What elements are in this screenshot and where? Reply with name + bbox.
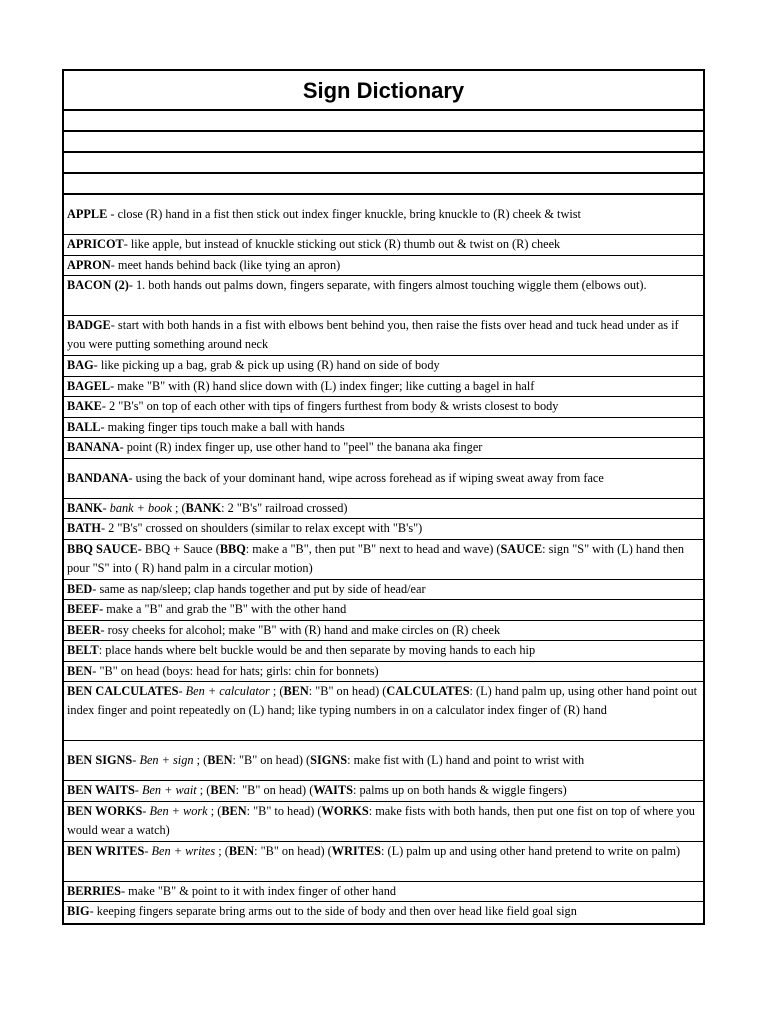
page-title: Sign Dictionary — [64, 71, 703, 111]
entry-row: BADGE- start with both hands in a fist with elbows bent behind you, then raise the fists over head and tuck head under as if you were putting something around neck — [64, 316, 703, 356]
entry-term: BEER — [67, 622, 101, 637]
entry-definition: using the back of your dominant hand, wipe across forehead as if wiping sweat away from face — [135, 470, 604, 485]
entry-row: BALL- making finger tips touch make a ball with hands — [64, 418, 703, 439]
entry-term: BELT — [67, 643, 99, 657]
entry-definition: make "B" with (R) hand slice down with (L) index finger; like cutting a bagel in half — [117, 378, 535, 393]
entry-definition: keeping fingers separate bring arms out to the side of body and then over head like field goal sign — [96, 904, 577, 918]
entry-term: BACON (2) — [67, 278, 129, 292]
entry-row: BEN- "B" on head (boys: head for hats; girls: chin for bonnets) — [64, 662, 703, 683]
entry-row: APRICOT- like apple, but instead of knuckle sticking out stick (R) thumb out & twist on (R) cheek — [64, 235, 703, 256]
entry-row: BANK- bank + book ; (BANK: 2 "B's" railroad crossed) — [64, 499, 703, 520]
entry-term: BANK — [67, 500, 103, 515]
sign-dictionary-table — [62, 69, 705, 925]
blank-row — [64, 174, 703, 195]
entry-term: APRON — [67, 257, 111, 272]
entry-definition: rosy cheeks for alcohol; make "B" with (R) hand and make circles on (R) cheek — [107, 622, 501, 637]
entry-definition: start with both hands in a fist with elbows bent behind you, then raise the fists over head and tuck head under as if you were putting something around neck — [67, 318, 679, 351]
entry-row: BELT: place hands where belt buckle would be and then separate by moving hands to each hip — [64, 641, 703, 662]
entry-row: BEN WORKS- Ben + work ; (BEN: "B" to head) (WORKS: make fists with both hands, then put one fist on top of where you would wear a watch) — [64, 802, 703, 842]
entry-term: APRICOT — [67, 237, 124, 251]
entry-term: BATH — [67, 521, 101, 535]
entry-term: BIG — [67, 904, 90, 918]
entry-row: BBQ SAUCE- BBQ + Sauce (BBQ: make a "B", then put "B" next to head and wave) (SAUCE: sign "S" with (L) hand then pour "S" into ( R) hand palm in a circular motion) — [64, 540, 703, 580]
entry-row: BAGEL- make "B" with (R) hand slice down with (L) index finger; like cutting a bagel in half — [64, 377, 703, 398]
entry-row: BEN WAITS- Ben + wait ; (BEN: "B" on head) (WAITS: palms up on both hands & wiggle fingers) — [64, 781, 703, 802]
entry-row: BERRIES- make "B" & point to it with index finger of other hand — [64, 882, 703, 903]
entry-row: BATH- 2 "B's" crossed on shoulders (similar to relax except with "B's") — [64, 519, 703, 540]
entry-definition: like picking up a bag, grab & pick up using (R) hand on side of body — [100, 358, 440, 372]
entry-row: BEN WRITES- Ben + writes ; (BEN: "B" on head) (WRITES: (L) palm up and using other hand pretend to write on palm) — [64, 842, 703, 882]
blank-row — [64, 132, 703, 153]
entry-definition: same as nap/sleep; clap hands together and put by side of head/ear — [99, 581, 426, 596]
entry-term: BANDANA — [67, 470, 129, 485]
entry-definition: meet hands behind back (like tying an apron) — [117, 257, 341, 272]
entry-row: APRON- meet hands behind back (like tying an apron) — [64, 256, 703, 277]
entry-term: BEN WRITES — [67, 843, 145, 858]
entry-definition: make a "B" and grab the "B" with the other hand — [106, 602, 347, 616]
entry-definition: point (R) index finger up, use other hand to "peel" the banana aka finger — [126, 440, 483, 454]
entry-row: BEER- rosy cheeks for alcohol; make "B" with (R) hand and make circles on (R) cheek — [64, 621, 703, 642]
entry-term: BANANA — [67, 440, 120, 454]
entry-term: BALL — [67, 419, 101, 434]
entry-row: BIG- keeping fingers separate bring arms out to the side of body and then over head like field goal sign — [67, 904, 577, 918]
entry-row: BAG- like picking up a bag, grab & pick up using (R) hand on side of body — [64, 356, 703, 377]
entry-definition: making finger tips touch make a ball with hands — [107, 419, 345, 434]
entry-row: BEN CALCULATES- Ben + calculator ; (BEN: "B" on head) (CALCULATES: (L) hand palm up, using other hand point out index finger and point repeatedly on (L) hand; like typing numbers in on a calculator index finger of (R) hand — [64, 682, 703, 741]
entry-definition: place hands where belt buckle would be and then separate by moving hands to each hip — [105, 643, 536, 657]
entry-term: BEN WAITS — [67, 783, 135, 797]
entry-term: BERRIES — [67, 883, 121, 898]
entry-term: BAGEL — [67, 378, 111, 393]
entry-term: APPLE — [67, 207, 108, 221]
entry-term: BBQ SAUCE- — [67, 541, 142, 556]
entry-term: BEN SIGNS — [67, 753, 133, 767]
entry-row: BED- same as nap/sleep; clap hands together and put by side of head/ear — [64, 580, 703, 601]
entry-row: BACON (2)- 1. both hands out palms down, fingers separate, with fingers almost touching wiggle them (elbows out). — [64, 276, 703, 316]
entry-term: BAG — [67, 358, 94, 372]
entry-term: BEEF- — [67, 602, 104, 616]
entry-term: BEN CALCULATES — [67, 684, 179, 698]
entry-definition: make "B" & point to it with index finger of other hand — [128, 883, 397, 898]
entry-term: BADGE — [67, 318, 111, 332]
entry-row: BEN SIGNS- Ben + sign ; (BEN: "B" on head) (SIGNS: make fist with (L) hand and point to wrist with — [64, 741, 703, 781]
entry-definition: like apple, but instead of knuckle sticking out stick (R) thumb out & twist on (R) cheek — [130, 237, 561, 251]
entry-term: BAKE — [67, 399, 102, 413]
blank-row — [64, 153, 703, 174]
entry-row — [64, 600, 703, 621]
entry-definition: 2 "B's" on top of each other with tips of fingers furthest from body & wrists closest to body — [109, 399, 559, 413]
entry-term: BEN WORKS — [67, 803, 143, 818]
entry-definition: close (R) hand in a fist then stick out index finger knuckle, bring knuckle to (R) cheek & twist — [117, 207, 581, 221]
blank-row — [64, 111, 703, 132]
entry-term: BEN — [67, 663, 93, 678]
entry-row: BAKE- 2 "B's" on top of each other with tips of fingers furthest from body & wrists closest to body — [64, 397, 703, 418]
entry-row: BANANA- point (R) index finger up, use other hand to "peel" the banana aka finger — [64, 438, 703, 459]
entry-row: BANDANA- using the back of your dominant hand, wipe across forehead as if wiping sweat away from face — [64, 459, 703, 499]
entry-definition: "B" on head (boys: head for hats; girls: chin for bonnets) — [99, 663, 379, 678]
entry-definition: 2 "B's" crossed on shoulders (similar to relax except with "B's") — [108, 521, 423, 535]
entry-term: BED — [67, 581, 93, 596]
entry-definition: 1. both hands out palms down, fingers separate, with fingers almost touching wiggle them (elbows out). — [136, 278, 647, 292]
entry-row: APPLE - close (R) hand in a fist then stick out index finger knuckle, bring knuckle to (R) cheek & twist — [64, 195, 703, 235]
